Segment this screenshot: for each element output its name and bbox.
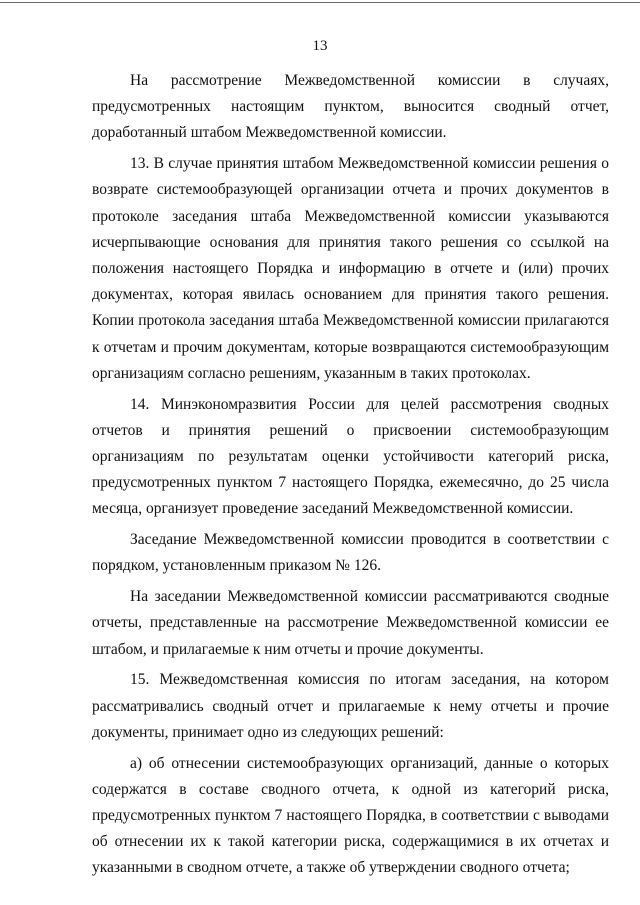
paragraph-15-a: а) об отнесении системообразующих организаций, данные о которых содержатся в составе сводного отчета, к одной из категорий риска, предусмотренных пунктом 7 настоящего Порядка, в соответствии с выводами об отнесении их к такой категории риска, содержащимися в их отчетах и указанными в сводном отчете, а также об утверждении сводного отчета;	[92, 754, 609, 877]
paragraph-intro: На рассмотрение Межведомственной комиссии в случаях, предусмотренных настоящим пунктом, выносится сводный отчет, доработанный штабом Межведомственной комиссии.	[92, 72, 609, 142]
document-body	[92, 68, 609, 882]
paragraph-15: 15. Межведомственная комиссия по итогам заседания, на котором рассматривались сводный отчет и прилагаемые к нему отчеты и прочие документы, принимает одно из следующих решений:	[92, 671, 609, 741]
page-number: 13	[312, 38, 328, 54]
paragraph-meeting-procedure: Заседание Межведомственной комиссии проводится в соответствии с порядком, установленным приказом № 126.	[92, 531, 609, 575]
paragraph-14: 14. Минэкономразвития России для целей рассмотрения сводных отчетов и принятия решений о присвоении системообразующим организациям по результатам оценки устойчивости категорий риска, предусмотренных пунктом 7 настоящего Порядка, ежемесячно, до 25 числа месяца, организует проведение заседаний Межведомственной комиссии.	[92, 395, 609, 518]
top-edge-rule	[0, 2, 640, 3]
paragraph-13: 13. В случае принятия штабом Межведомственной комиссии решения о возврате системообразующей организации отчета и прочих документов в протоколе заседания штаба Межведомственной комиссии указываются исчерпывающие основания для принятия такого решения со ссылкой на положения настоящего Порядка и информацию в отчете и (или) прочих документах, которая явилась основанием для принятия такого решения. Копии протокола заседания штаба Межведомственной комиссии прилагаются к отчетам и прочим документам, которые возвращаются системообразующим организациям согласно решениям, указанным в таких протоколах.	[92, 155, 609, 382]
paragraph-meeting-review: На заседании Межведомственной комиссии рассматриваются сводные отчеты, представленные на рассмотрение Межведомственной комиссии ее штабом, и прилагаемые к ним отчеты и прочие документы.	[92, 588, 609, 658]
